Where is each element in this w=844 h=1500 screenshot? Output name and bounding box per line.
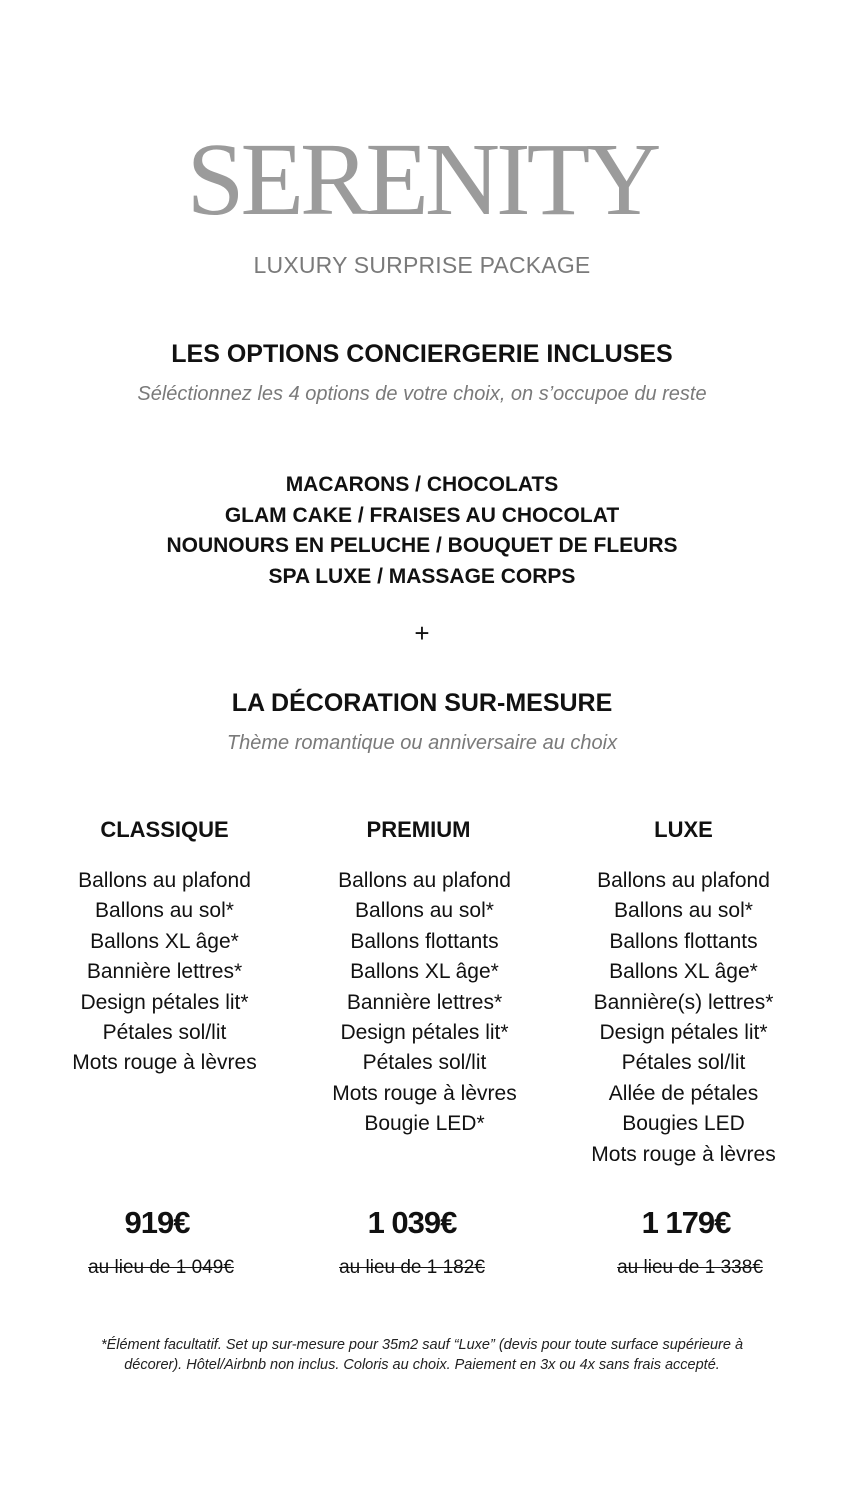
price-premium: 1 039€ [367, 1205, 457, 1240]
option-item: SPA LUXE / MASSAGE CORPS [268, 564, 576, 588]
decoration-subtitle: Thème romantique ou anniversaire au choix [226, 732, 618, 754]
package-item: Bannière(s) lettres* [593, 990, 774, 1014]
package-item: Mots rouge à lèvres [591, 1142, 776, 1166]
package-luxe [543, 812, 824, 1170]
tagline: LUXURY SURPRISE PACKAGE [253, 252, 591, 278]
price-luxe: 1 179€ [641, 1205, 731, 1240]
package-item: Pétales sol/lit [102, 1021, 227, 1045]
package-item: Pétales sol/lit [362, 1051, 487, 1075]
option-item: NOUNOURS EN PELUCHE / BOUQUET DE FLEURS [166, 534, 678, 557]
package-item: Mots rouge à lèvres [72, 1051, 257, 1075]
package-item: Ballons flottants [609, 929, 758, 953]
package-item: Pétales sol/lit [621, 1051, 746, 1075]
package-item: Ballons au plafond [338, 869, 511, 892]
package-item: Design pétales lit* [599, 1021, 768, 1045]
plus-sign: + [414, 618, 430, 648]
package-items [543, 866, 824, 1170]
decoration-title: LA DÉCORATION SUR-MESURE [231, 689, 613, 717]
brand-title: SERENITY [186, 122, 658, 237]
package-item: Ballons au sol* [95, 899, 234, 923]
package-item: Ballons au sol* [355, 899, 494, 923]
package-item: Allée de pétales [608, 1081, 759, 1105]
package-item: Ballons au sol* [614, 899, 753, 923]
package-name: LUXE [654, 817, 713, 842]
package-item: Bannière lettres* [86, 960, 243, 984]
price-classique: 919€ [124, 1205, 190, 1240]
package-item: Design pétales lit* [340, 1021, 509, 1045]
package-name: PREMIUM [366, 817, 471, 842]
old-price-classique: au lieu de 1 049€ [88, 1257, 234, 1278]
old-price-luxe: au lieu de 1 338€ [617, 1257, 763, 1278]
package-item: Ballons flottants [350, 929, 499, 953]
package-premium [284, 812, 565, 1140]
package-item: Ballons XL âge* [90, 929, 239, 953]
package-item: Bannière lettres* [346, 990, 503, 1014]
conciergerie-subtitle: Séléctionnez les 4 options de votre choix, on s’occupoe du reste [137, 383, 707, 405]
options-list [0, 470, 844, 592]
package-item: Bougie LED* [364, 1112, 485, 1136]
package-item: Mots rouge à lèvres [332, 1081, 517, 1105]
footnote: *Élément facultatif. Set up sur-mesure pour 35m2 sauf “Luxe” (devis pour toute surface supérieure à décorer). Hôtel/Airbnb non inclus. Coloris au choix. Paiement en 3x ou 4x sans frais accepté. [100, 1337, 744, 1373]
package-item: Design pétales lit* [80, 990, 249, 1014]
package-items [284, 866, 565, 1140]
package-item: Bougies LED [622, 1112, 745, 1136]
old-price-premium: au lieu de 1 182€ [339, 1257, 485, 1278]
package-name: CLASSIQUE [100, 817, 229, 842]
package-classique [24, 812, 305, 1079]
package-item: Ballons XL âge* [350, 960, 499, 984]
option-item: MACARONS / CHOCOLATS [285, 473, 559, 496]
package-items [24, 866, 305, 1079]
package-item: Ballons au plafond [597, 869, 770, 892]
package-item: Ballons au plafond [78, 869, 251, 892]
package-item: Ballons XL âge* [609, 960, 758, 984]
conciergerie-title: LES OPTIONS CONCIERGERIE INCLUSES [171, 340, 673, 368]
option-item: GLAM CAKE / FRAISES AU CHOCOLAT [224, 503, 620, 527]
